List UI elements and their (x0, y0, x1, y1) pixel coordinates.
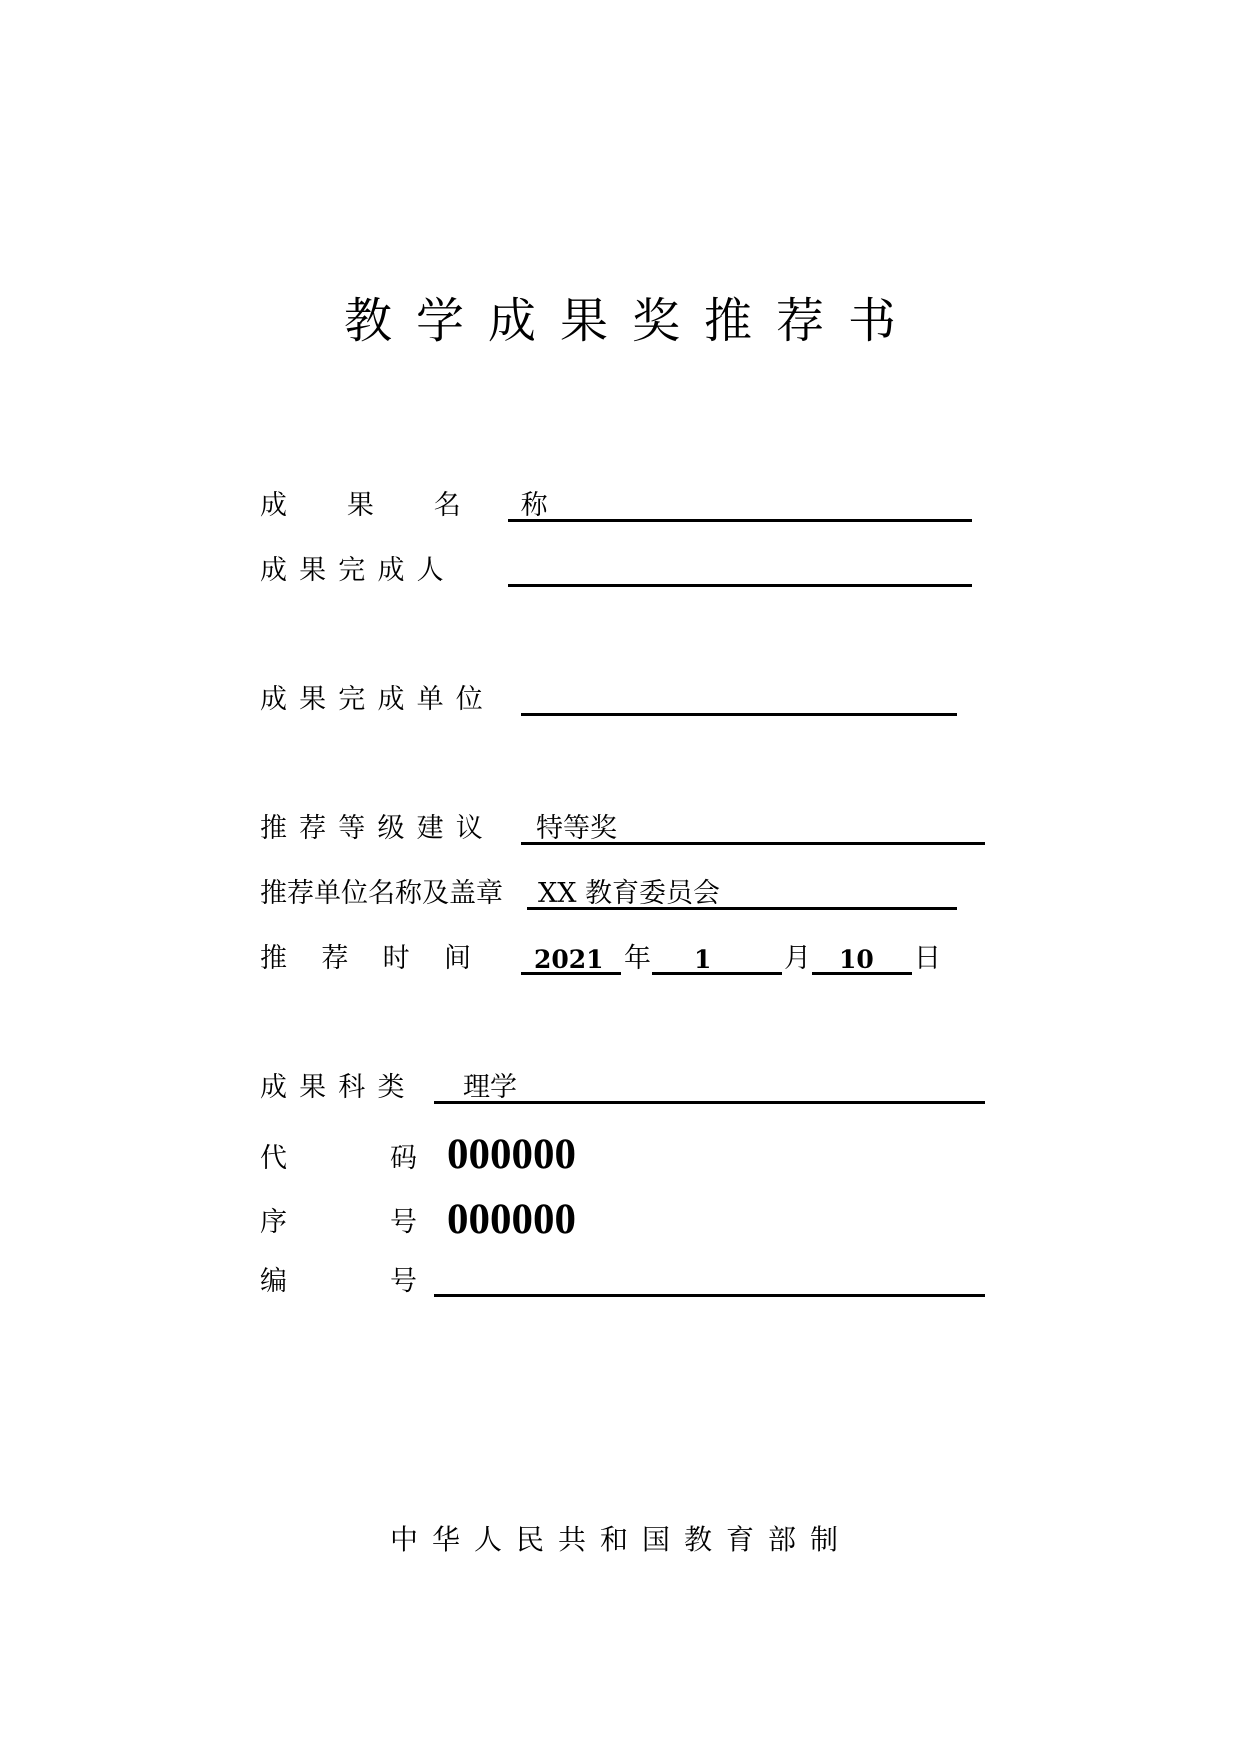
code-label-right: 码 (390, 1143, 417, 1174)
achievement-person-field[interactable] (508, 584, 972, 587)
recommend-level-value: 特等奖 (536, 813, 617, 844)
month-value: 1 (694, 945, 712, 974)
month-char: 月 (784, 943, 811, 974)
number-field[interactable] (434, 1294, 985, 1297)
day-char: 日 (914, 943, 941, 974)
recommend-level-label: 推荐等级建议 (260, 813, 495, 844)
recommend-unit-value: XX 教育委员会 (538, 878, 721, 909)
footer-issuer: 中华人民共和国教育部制 (390, 1523, 853, 1556)
serial-label-right: 号 (390, 1207, 417, 1238)
number-label-left: 编 (260, 1266, 287, 1297)
achievement-name-label: 成 果 名 称 (260, 490, 574, 521)
number-label-right: 号 (390, 1266, 417, 1297)
achievement-name-field[interactable] (508, 519, 972, 522)
category-label: 成果科类 (260, 1072, 417, 1103)
recommend-time-label: 推 荐 时 间 (260, 943, 471, 974)
code-label-left: 代 (260, 1143, 287, 1174)
recommend-unit-label: 推荐单位名称及盖章 (260, 878, 503, 909)
month-field[interactable] (652, 972, 782, 975)
achievement-person-label: 成果完成人 (260, 555, 456, 586)
category-value: 理学 (463, 1072, 517, 1103)
page-title: 教学成果奖推荐书 (343, 293, 920, 349)
achievement-unit-field[interactable] (521, 713, 957, 716)
serial-label-left: 序 (260, 1207, 287, 1238)
code-value: 000000 (447, 1131, 576, 1178)
serial-value: 000000 (447, 1196, 576, 1243)
year-char: 年 (624, 943, 651, 974)
year-value: 2021 (534, 945, 604, 974)
day-value: 10 (839, 945, 874, 974)
achievement-unit-label: 成果完成单位 (260, 684, 495, 715)
